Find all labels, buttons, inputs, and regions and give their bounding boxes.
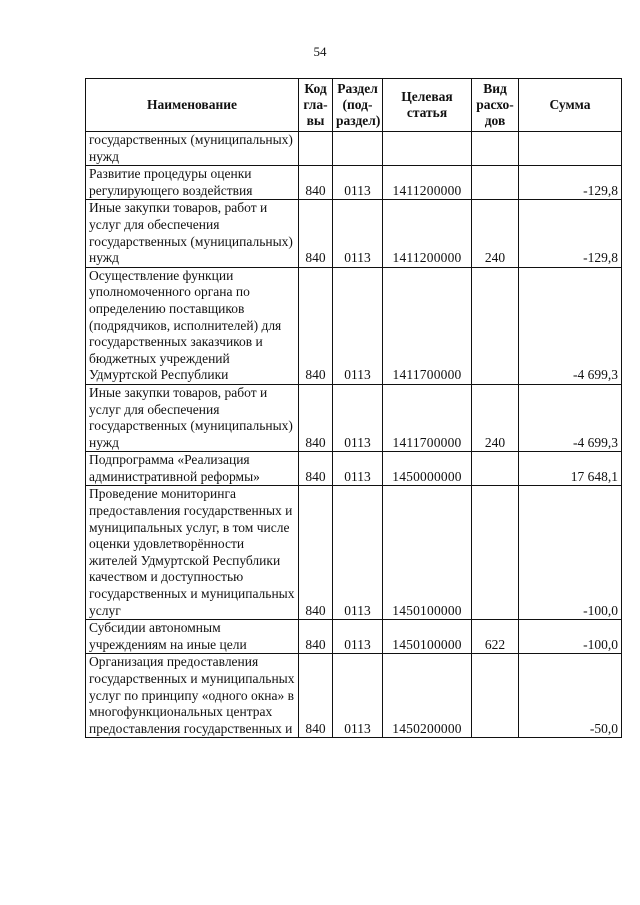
row-kind: 240 — [472, 200, 519, 267]
row-name: Иные закупки товаров, работ и услуг для обеспечения государственных (муниципальных) нужд — [86, 384, 299, 451]
row-kind — [472, 654, 519, 738]
row-kind: 240 — [472, 384, 519, 451]
row-name: Иные закупки товаров, работ и услуг для обеспечения государственных (муниципальных) нужд — [86, 200, 299, 267]
row-section: 0113 — [333, 384, 383, 451]
table-row — [86, 200, 622, 267]
row-section: 0113 — [333, 486, 383, 620]
row-section: 0113 — [333, 452, 383, 486]
row-code: 840 — [299, 452, 333, 486]
row-target: 1450100000 — [383, 486, 472, 620]
table-row — [86, 166, 622, 200]
row-code: 840 — [299, 384, 333, 451]
row-name: Осуществление функции уполномоченного органа по определению поставщиков (подрядчиков, исполнителей) для государственных заказчиков и бюджетных учреждений Удмуртской Республики — [86, 267, 299, 384]
row-sum: -129,8 — [519, 200, 622, 267]
header-target: Целевая статья — [383, 79, 472, 132]
row-name: Развитие процедуры оценки регулирующего воздействия — [86, 166, 299, 200]
row-kind — [472, 267, 519, 384]
page-number: 54 — [313, 44, 327, 59]
row-name: Организация предоставления государственных и муниципальных услуг по принципу «одного окна» в многофункциональных центрах предоставления государственных и — [86, 654, 299, 738]
row-kind — [472, 452, 519, 486]
row-sum: -100,0 — [519, 486, 622, 620]
table-row — [86, 654, 622, 738]
row-target: 1411700000 — [383, 384, 472, 451]
header-name: Наименование — [86, 79, 299, 132]
budget-table — [85, 78, 622, 738]
table-row — [86, 620, 622, 654]
row-target: 1411700000 — [383, 267, 472, 384]
row-target: 1450100000 — [383, 620, 472, 654]
row-sum: -4 699,3 — [519, 384, 622, 451]
header-section: Раздел (под- раздел) — [333, 79, 383, 132]
row-target — [383, 132, 472, 166]
row-sum: -100,0 — [519, 620, 622, 654]
row-code: 840 — [299, 620, 333, 654]
row-code — [299, 132, 333, 166]
table-header-row — [86, 79, 622, 132]
table-row — [86, 132, 622, 166]
row-code: 840 — [299, 200, 333, 267]
row-name: Подпрограмма «Реализация административной реформы» — [86, 452, 299, 486]
row-name: Проведение мониторинга предоставления государственных и муниципальных услуг, в том числе оценки удовлетворённости жителей Удмуртской Республики качеством и доступностью государственных и муниципальных услуг — [86, 486, 299, 620]
header-kind: Вид расхо- дов — [472, 79, 519, 132]
row-section: 0113 — [333, 166, 383, 200]
row-kind — [472, 486, 519, 620]
row-name: Субсидии автономным учреждениям на иные цели — [86, 620, 299, 654]
row-sum: -4 699,3 — [519, 267, 622, 384]
row-code: 840 — [299, 166, 333, 200]
table-row — [86, 452, 622, 486]
table-row — [86, 384, 622, 451]
row-section: 0113 — [333, 267, 383, 384]
row-sum: -50,0 — [519, 654, 622, 738]
row-section: 0113 — [333, 654, 383, 738]
row-code: 840 — [299, 267, 333, 384]
row-name: государственных (муниципальных) нужд — [86, 132, 299, 166]
row-kind — [472, 166, 519, 200]
row-section — [333, 132, 383, 166]
table-row — [86, 486, 622, 620]
row-sum: 17 648,1 — [519, 452, 622, 486]
row-target: 1450200000 — [383, 654, 472, 738]
row-section: 0113 — [333, 620, 383, 654]
row-target: 1411200000 — [383, 200, 472, 267]
table-row — [86, 267, 622, 384]
row-target: 1450000000 — [383, 452, 472, 486]
header-sum: Сумма — [519, 79, 622, 132]
row-sum: -129,8 — [519, 166, 622, 200]
row-section: 0113 — [333, 200, 383, 267]
row-kind: 622 — [472, 620, 519, 654]
header-code: Код гла- вы — [299, 79, 333, 132]
row-code: 840 — [299, 654, 333, 738]
row-target: 1411200000 — [383, 166, 472, 200]
row-sum — [519, 132, 622, 166]
row-kind — [472, 132, 519, 166]
row-code: 840 — [299, 486, 333, 620]
